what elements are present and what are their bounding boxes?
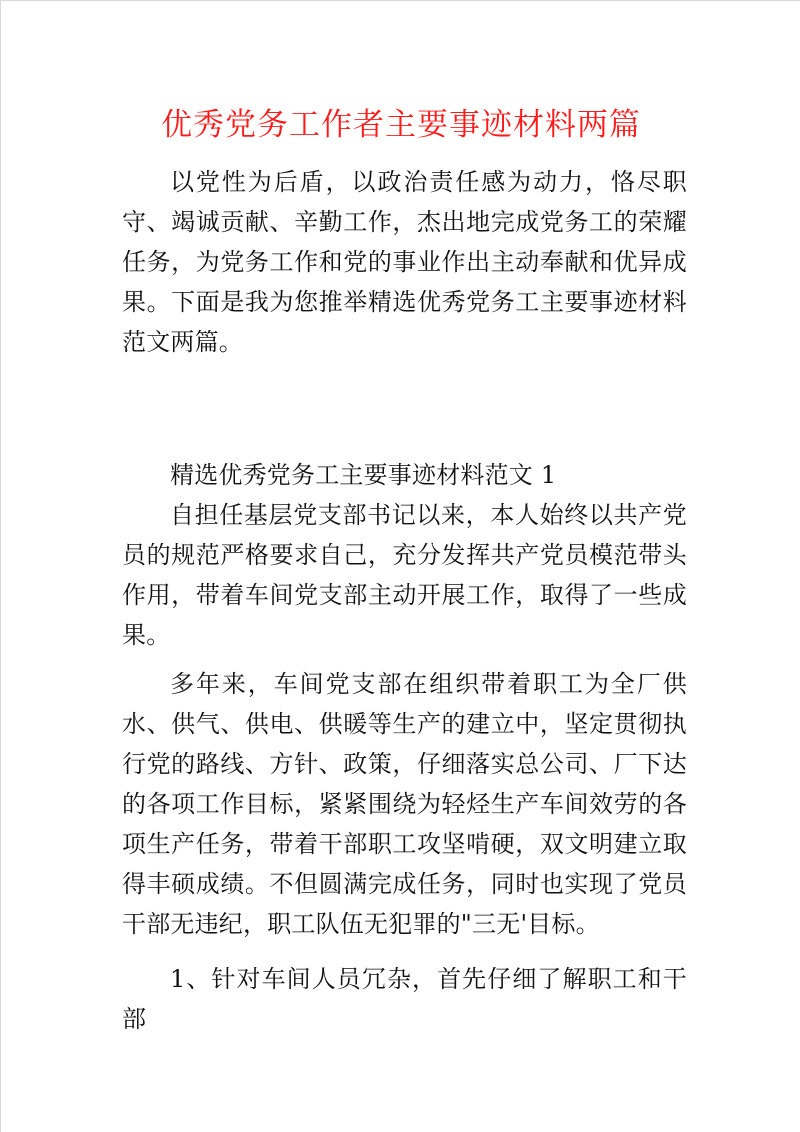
intro-paragraph: 以党性为后盾，以政治责任感为动力，恪尽职守、竭诚贡献、辛勤工作，杰出地完成党务工的荣耀任务，为党务工作和党的事业作出主动奉献和优异成果。下面是我为您推举精选优秀党务工主要事迹材料范文两篇。 — [122, 168, 687, 356]
document-title: 优秀党务工作者主要事迹材料两篇 — [161, 107, 641, 143]
section-heading: 精选优秀党务工主要事迹材料范文 1 — [170, 461, 557, 489]
body-paragraph-2: 多年来，车间党支部在组织带着职工为全厂供水、供气、供电、供暖等生产的建立中，坚定贯彻执行党的路线、方针、政策，仔细落实总公司、厂下达的各项工作目标，紧紧围绕为轻烃生产车间效劳的各项生产任务，带着干部职工攻坚啃硬，双文明建立取得丰硕成绩。不但圆满完成任务，同时也实现了党员干部无违纪，职工队伍无犯罪的"三无'目标。 — [122, 670, 687, 938]
body-paragraph-1: 自担任基层党支部书记以来，本人始终以共产党员的规范严格要求自己，充分发挥共产党员模范带头作用，带着车间党支部主动开展工作，取得了一些成果。 — [122, 501, 687, 649]
body-paragraph-3: 1、针对车间人员冗杂，首先仔细了解职工和干部 — [122, 965, 687, 1033]
